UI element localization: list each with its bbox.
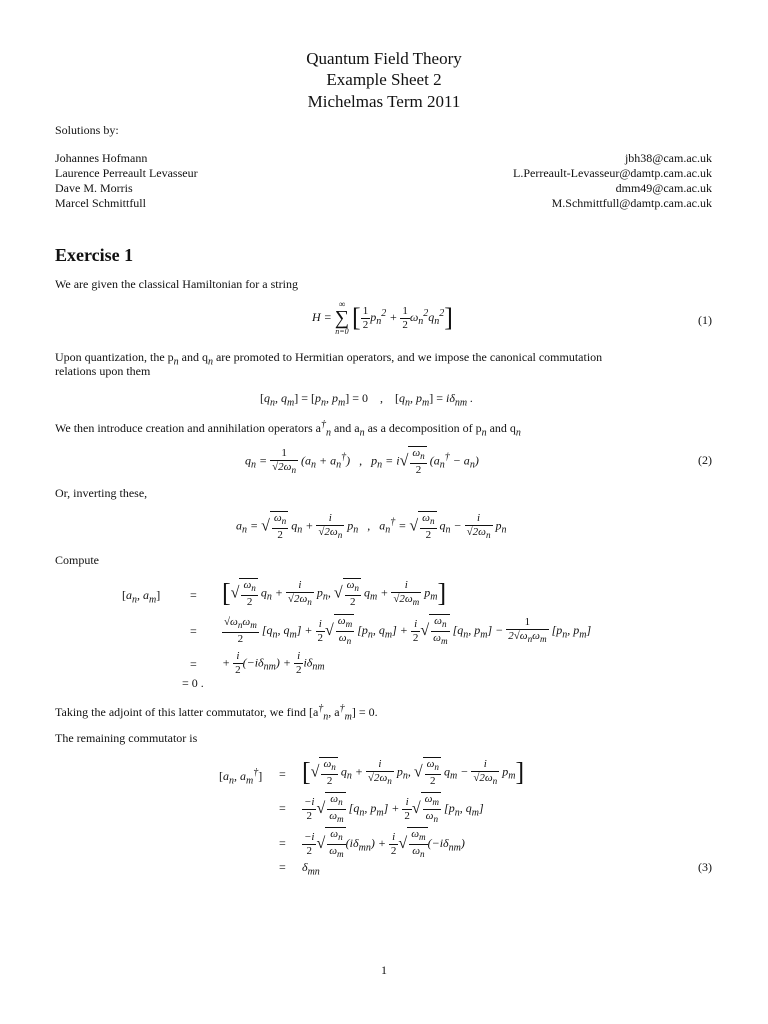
- doc-title: Quantum Field Theory: [306, 49, 462, 68]
- equation-number: (3): [698, 860, 712, 874]
- equation-rem-result: $\delta_{mn}$: [302, 860, 320, 878]
- author-email: M.Schmittfull@damtp.cam.ac.uk: [551, 196, 712, 210]
- equals-sign: =: [190, 624, 197, 638]
- paragraph-inverting: Or, inverting these,: [55, 486, 148, 500]
- equals-sign: =: [279, 801, 286, 815]
- equation-canonical-commutators: [$q_n$, $q_m] = [p_n$, $p_m] = 0$ , [$q_n$, $p_m] = i\delta_{nm}$ .: [260, 391, 474, 409]
- equation-lhs-anamdag: [$a_n$, $a_m^\dagger$]: [219, 767, 263, 787]
- author-email: jbh38@cam.ac.uk: [624, 151, 712, 165]
- equals-sign: =: [279, 836, 286, 850]
- equation-anam-result: = 0 .: [182, 676, 204, 690]
- doc-term: Michelmas Term 2011: [307, 92, 461, 111]
- paragraph-remaining: The remaining commutator is: [55, 731, 198, 745]
- equation-anam-line3: + $\frac{i}{2}$ $(-i\delta_{nm})$ + $\frac{i}{2}$ $i\delta_{nm}$: [222, 650, 325, 676]
- paragraph-adjoint: Taking the adjoint of this latter commutator, we find [$a^\dagger_n$, $a^\dagger_m] = 0$.: [55, 703, 378, 723]
- paragraph-compute: Compute: [55, 553, 99, 567]
- equation-rem-line3: $\frac{-i}{2}$ √ $\frac{\omega_n}{\omega_m}$ $(i\delta_{mn})$ + $\frac{i}{2}$ √ $\frac{\omega_m}{\omega_n}$ $(-i\delta_{nm})$: [304, 828, 465, 860]
- paragraph-hamiltonian: We are given the classical Hamiltonian for a string: [55, 277, 298, 291]
- paragraph-quantization-cont: relations upon them: [55, 364, 151, 378]
- equation-number: (1): [698, 313, 712, 327]
- equation-hamiltonian: H = ∞ ∑ n=0 [ $\frac{1}{2}$ $p_n^2$ + $\frac{1}{2}$ $\omega_n^2q_n^2$]: [312, 299, 453, 336]
- solutions-by-label: Solutions by:: [55, 123, 119, 137]
- equation-decomposition: $q_n$ = $\frac{1}{√2\omega_n}$ $(a_n + a_n^\dagger)$ , $p_n = i√$ $\frac{\omega_n}{2}$ $(a_n^\dagger - a_n)$: [245, 446, 479, 477]
- equals-sign: =: [279, 860, 286, 874]
- equation-rem-line2: $\frac{-i}{2}$ √ $\frac{\omega_n}{\omega_m}$ [$q_n$, $p_m$] + $\frac{i}{2}$ √ $\frac{\omega_m}{\omega_n}$ [$p_n$, $q_m$]: [304, 793, 484, 825]
- author-name: Johannes Hofmann: [55, 151, 148, 165]
- equals-sign: =: [279, 767, 286, 781]
- page-number: 1: [381, 963, 387, 977]
- equals-sign: =: [190, 588, 197, 602]
- author-email: dmm49@cam.ac.uk: [615, 181, 712, 195]
- author-email: L.Perreault-Levasseur@damtp.cam.ac.uk: [513, 166, 712, 180]
- doc-subtitle: Example Sheet 2: [326, 70, 442, 89]
- author-name: Marcel Schmittfull: [55, 196, 146, 210]
- equation-rem-line1: [√ $\frac{\omega_n}{2}$ $q_n$ + $\frac{i}{√2\omega_n}$ $p_n$, √ $\frac{\omega_n}{2}$ $q_m$ − $\frac{i}{√2\omega_n}$ $p_m$]: [302, 757, 525, 788]
- equals-sign: =: [190, 657, 197, 671]
- author-name: Laurence Perreault Levasseur: [55, 166, 198, 180]
- equation-anam-line1: [√ $\frac{\omega_n}{2}$ $q_n$ + $\frac{i}{√2\omega_n}$ $p_n$, √ $\frac{\omega_n}{2}$ $q_m$ + $\frac{i}{√2\omega_m}$ $p_m$]: [222, 578, 447, 609]
- paragraph-quantization: Upon quantization, the $p_n$ and $q_n$ are promoted to Hermitian operators, and we impose the canonical commutation: [55, 350, 603, 368]
- exercise-heading: Exercise 1: [55, 245, 134, 265]
- equation-lhs-anam: [$a_n$, $a_m$]: [122, 588, 161, 606]
- paragraph-creation-operators: We then introduce creation and annihilation operators $a^\dagger_n$ and $a_n$ as a decomposition of $p_n$ and $q_n$: [55, 419, 521, 439]
- equation-number: (2): [698, 453, 712, 467]
- equation-inverted: $a_n$ = √ $\frac{\omega_n}{2}$ $q_n$ + $\frac{i}{√2\omega_n}$ $p_n$ , $a_n^\dagger$ = √ $\frac{\omega_n}{2}$ $q_n$ − $\frac{i}{√2\omega_n}$ $p_n$: [236, 511, 507, 542]
- author-name: Dave M. Morris: [55, 181, 133, 195]
- equation-anam-line2: $\frac{√\omega_n\omega_m}{2}$ [$q_n$, $q_m$] + $\frac{i}{2}$ √ $\frac{\omega_m}{\omega_n}$ [$p_n$, $q_m$] + $\frac{i}{2}$ √ $\frac{\omega_n}{\omega_m}$ [$q_n$, $p_m$] − $\frac{1}{2√\omega_n\omega_m}$ [$p_n$, $p_m$]: [224, 615, 592, 647]
